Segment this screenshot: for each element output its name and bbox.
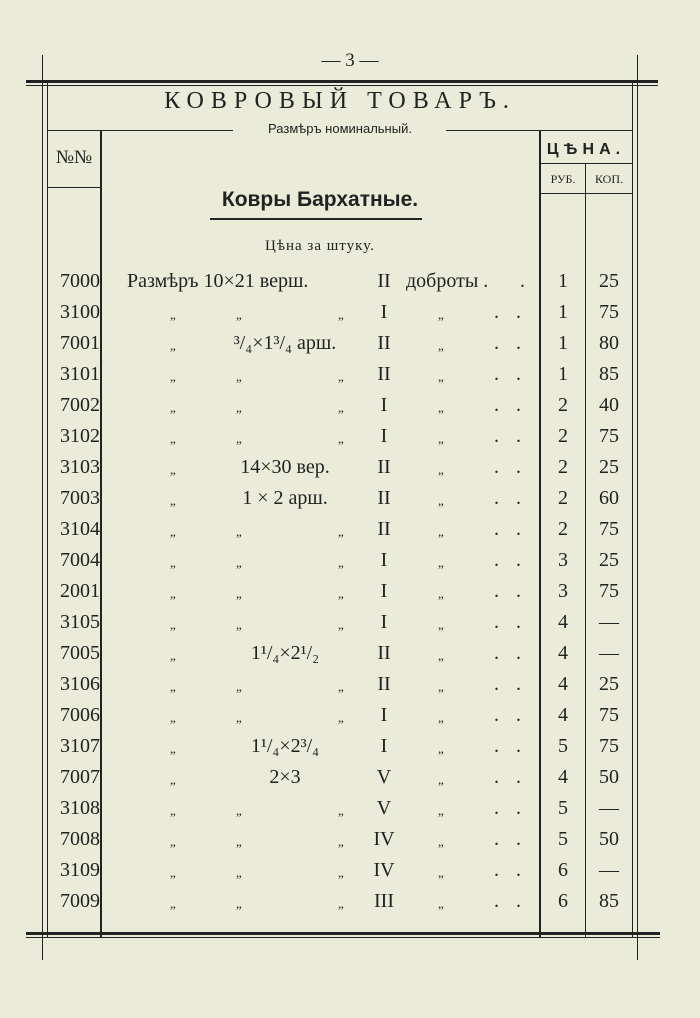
table-row (0, 545, 700, 576)
ditto-mark: „ (338, 307, 344, 322)
top-rule (26, 80, 658, 83)
item-grade: I (380, 580, 388, 602)
page-number: — 3 — (321, 50, 379, 71)
leader-dots: . . (494, 394, 527, 416)
table-row (0, 576, 700, 607)
item-number: 7007 (60, 766, 100, 788)
item-grade: II (377, 456, 391, 478)
price-subheader-rule (540, 163, 632, 164)
item-number: 3100 (60, 301, 100, 323)
item-size: 2×3 (269, 766, 301, 788)
ditto-mark: „ (338, 555, 344, 570)
leader-dots: . . (494, 673, 527, 695)
ditto-mark: „ (236, 586, 242, 601)
ditto-mark: „ (438, 307, 444, 322)
item-grade: I (380, 704, 388, 726)
table-row (0, 483, 700, 514)
item-grade: II (377, 642, 391, 664)
ditto-mark: „ (438, 834, 444, 849)
item-number: 3109 (60, 859, 100, 881)
price-rub: 5 (558, 797, 568, 819)
ditto-mark: „ (236, 369, 242, 384)
ditto-mark: „ (438, 431, 444, 446)
price-rub: 1 (558, 270, 568, 292)
ditto-mark: „ (338, 617, 344, 632)
price-rub: 2 (558, 518, 568, 540)
ditto-mark: „ (170, 741, 176, 756)
section-title: КОВРОВЫЙ ТОВАРЪ. (164, 88, 516, 114)
price-kop: 25 (599, 673, 619, 695)
leader-dots: . . (494, 363, 527, 385)
ditto-mark: „ (438, 369, 444, 384)
price-rub: 6 (558, 890, 568, 912)
price-kop: 85 (599, 890, 619, 912)
price-rub: 4 (558, 673, 568, 695)
ditto-mark: „ (438, 400, 444, 415)
item-grade: II (377, 518, 391, 540)
item-size: 1¹/₄×2¹/₂ (250, 642, 320, 664)
ditto-mark: „ (170, 400, 176, 415)
ditto-mark: „ (170, 710, 176, 725)
item-number: 3103 (60, 456, 100, 478)
price-kop: 50 (599, 828, 619, 850)
leader-dots: . . (494, 332, 527, 354)
ditto-mark: „ (236, 307, 242, 322)
leader-dots: . . (494, 518, 527, 540)
table-row (0, 390, 700, 421)
table-row (0, 452, 700, 483)
item-grade: I (380, 735, 388, 757)
price-rub: 6 (558, 859, 568, 881)
price-kop: — (599, 797, 619, 819)
leader-dots: . . (494, 549, 527, 571)
item-grade: II (377, 332, 391, 354)
item-size: 1 × 2 арш. (242, 487, 328, 509)
ditto-mark: „ (170, 803, 176, 818)
ditto-mark: „ (438, 865, 444, 880)
table-row (0, 266, 700, 297)
leader-dots: . . (494, 797, 527, 819)
price-rub: 2 (558, 456, 568, 478)
table-row (0, 855, 700, 886)
table-row (0, 793, 700, 824)
price-kop: — (599, 859, 619, 881)
ditto-mark: „ (338, 524, 344, 539)
ditto-mark: „ (438, 524, 444, 539)
column-header-rub: РУБ. (550, 172, 576, 186)
leader-dots: . . (494, 487, 527, 509)
price-rub: 3 (558, 549, 568, 571)
ditto-mark: „ (438, 741, 444, 756)
ditto-mark: „ (338, 586, 344, 601)
leader-dots: . . (494, 580, 527, 602)
ditto-mark: „ (170, 617, 176, 632)
price-kop: 25 (599, 270, 619, 292)
ditto-mark: „ (236, 865, 242, 880)
price-kop: 25 (599, 456, 619, 478)
ditto-mark: „ (236, 896, 242, 911)
item-number: 7002 (60, 394, 100, 416)
leader-dots: . . (494, 859, 527, 881)
price-rub: 1 (558, 332, 568, 354)
table-row (0, 421, 700, 452)
item-number: 7004 (60, 549, 100, 571)
column-header-number: №№ (55, 147, 93, 168)
leader-dots: . . (494, 301, 527, 323)
ditto-mark: „ (236, 555, 242, 570)
ditto-mark: „ (338, 679, 344, 694)
table-row (0, 359, 700, 390)
column-header-price: ЦѢНА. (546, 141, 626, 158)
item-grade: I (380, 549, 388, 571)
price-kop: 25 (599, 549, 619, 571)
price-rub: 5 (558, 828, 568, 850)
table-row (0, 328, 700, 359)
item-number: 3108 (60, 797, 100, 819)
item-number: 3106 (60, 673, 100, 695)
price-rub: 2 (558, 394, 568, 416)
ditto-mark: „ (236, 679, 242, 694)
item-grade: IV (373, 859, 395, 881)
ditto-mark: „ (236, 803, 242, 818)
item-number: 3107 (60, 735, 100, 757)
ditto-mark: „ (438, 648, 444, 663)
price-kop: 85 (599, 363, 619, 385)
price-rub: 1 (558, 363, 568, 385)
item-grade: II (377, 363, 391, 385)
item-grade: II (377, 487, 391, 509)
column-header-kop: КОП. (594, 172, 624, 186)
item-number: 3102 (60, 425, 100, 447)
price-kop: 75 (599, 301, 619, 323)
ditto-mark: „ (170, 431, 176, 446)
item-grade: III (374, 890, 394, 912)
item-number: 7000 (60, 270, 100, 292)
table-row (0, 731, 700, 762)
ditto-mark: „ (438, 617, 444, 632)
price-kop: 75 (599, 518, 619, 540)
ditto-mark: „ (236, 710, 242, 725)
ditto-mark: „ (170, 524, 176, 539)
number-header-rule (48, 187, 100, 188)
price-kop: — (599, 642, 619, 664)
ditto-mark: „ (236, 431, 242, 446)
item-grade: I (380, 611, 388, 633)
item-number: 7005 (60, 642, 100, 664)
leader-dots: . . (494, 828, 527, 850)
ditto-mark: „ (338, 834, 344, 849)
ditto-mark: „ (236, 524, 242, 539)
leader-dots: . . (494, 704, 527, 726)
header-rule-right (446, 130, 632, 131)
ditto-mark: „ (338, 431, 344, 446)
price-rub: 4 (558, 611, 568, 633)
leader-dots: . (520, 270, 531, 292)
price-rub: 3 (558, 580, 568, 602)
leader-dots: . . (494, 890, 527, 912)
ditto-mark: „ (170, 896, 176, 911)
item-number: 7001 (60, 332, 100, 354)
category-underline (210, 218, 422, 220)
table-row (0, 824, 700, 855)
ditto-mark: „ (438, 896, 444, 911)
price-kop: — (599, 611, 619, 633)
table-row (0, 886, 700, 917)
ditto-mark: „ (170, 679, 176, 694)
ditto-mark: „ (170, 338, 176, 353)
item-grade: IV (373, 828, 395, 850)
ditto-mark: „ (338, 710, 344, 725)
item-number: 7009 (60, 890, 100, 912)
ditto-mark: „ (170, 865, 176, 880)
item-grade: II (377, 673, 391, 695)
ditto-mark: „ (438, 493, 444, 508)
item-grade: II (377, 270, 391, 292)
item-grade: V (376, 766, 392, 788)
item-number: 2001 (60, 580, 100, 602)
bottom-rule-thin (26, 937, 660, 938)
item-size: 1¹/₄×2³/₄ (250, 735, 320, 757)
price-rub: 4 (558, 766, 568, 788)
price-kop: 60 (599, 487, 619, 509)
item-number: 3104 (60, 518, 100, 540)
table-row (0, 700, 700, 731)
ditto-mark: „ (438, 679, 444, 694)
price-kop: 40 (599, 394, 619, 416)
leader-dots: . . (494, 611, 527, 633)
price-rub: 4 (558, 642, 568, 664)
table-row (0, 297, 700, 328)
item-suffix: доброты . (406, 270, 489, 292)
table-row (0, 607, 700, 638)
price-kop: 75 (599, 704, 619, 726)
ditto-mark: „ (438, 586, 444, 601)
ditto-mark: „ (338, 896, 344, 911)
top-rule-thin (26, 85, 658, 86)
price-rub: 5 (558, 735, 568, 757)
leader-dots: . . (494, 456, 527, 478)
ditto-mark: „ (338, 803, 344, 818)
ditto-mark: „ (338, 369, 344, 384)
price-rub: 2 (558, 425, 568, 447)
item-size: 14×30 вер. (240, 456, 330, 478)
price-rub: 1 (558, 301, 568, 323)
bottom-rule (26, 932, 660, 935)
category-title: Ковры Бархатные. (221, 188, 419, 211)
leader-dots: . . (494, 425, 527, 447)
price-kop: 50 (599, 766, 619, 788)
price-kop: 75 (599, 425, 619, 447)
ditto-mark: „ (170, 555, 176, 570)
table-row (0, 762, 700, 793)
price-rub: 2 (558, 487, 568, 509)
ditto-mark: „ (170, 369, 176, 384)
item-number: 7003 (60, 487, 100, 509)
item-number: 3105 (60, 611, 100, 633)
ditto-mark: „ (438, 710, 444, 725)
ditto-mark: „ (438, 555, 444, 570)
ditto-mark: „ (170, 307, 176, 322)
table-row (0, 669, 700, 700)
leader-dots: . . (494, 735, 527, 757)
ditto-mark: „ (438, 462, 444, 477)
leader-dots: . . (494, 642, 527, 664)
ditto-mark: „ (438, 338, 444, 353)
subtitle: Размѣръ номинальный. (268, 121, 412, 136)
price-rub: 4 (558, 704, 568, 726)
item-grade: I (380, 301, 388, 323)
ditto-mark: „ (236, 834, 242, 849)
item-number: 7006 (60, 704, 100, 726)
ditto-mark: „ (338, 400, 344, 415)
ditto-mark: „ (438, 772, 444, 787)
table-row (0, 514, 700, 545)
price-kop: 80 (599, 332, 619, 354)
price-kop: 75 (599, 580, 619, 602)
price-note: Цѣна за штуку. (265, 238, 375, 254)
ditto-mark: „ (438, 803, 444, 818)
item-number: 3101 (60, 363, 100, 385)
header-rule-left (48, 130, 233, 131)
item-grade: I (380, 394, 388, 416)
price-header-rule (540, 193, 632, 194)
ditto-mark: „ (236, 400, 242, 415)
ditto-mark: „ (170, 493, 176, 508)
item-size: Размѣръ 10×21 верш. (127, 270, 309, 292)
price-kop: 75 (599, 735, 619, 757)
item-size: ³/₄×1³/₄ арш. (233, 332, 337, 354)
ditto-mark: „ (338, 865, 344, 880)
item-grade: I (380, 425, 388, 447)
ditto-mark: „ (170, 772, 176, 787)
ditto-mark: „ (170, 462, 176, 477)
item-grade: V (376, 797, 392, 819)
table-row (0, 638, 700, 669)
ditto-mark: „ (236, 617, 242, 632)
leader-dots: . . (494, 766, 527, 788)
ditto-mark: „ (170, 586, 176, 601)
item-number: 7008 (60, 828, 100, 850)
ditto-mark: „ (170, 648, 176, 663)
ditto-mark: „ (170, 834, 176, 849)
